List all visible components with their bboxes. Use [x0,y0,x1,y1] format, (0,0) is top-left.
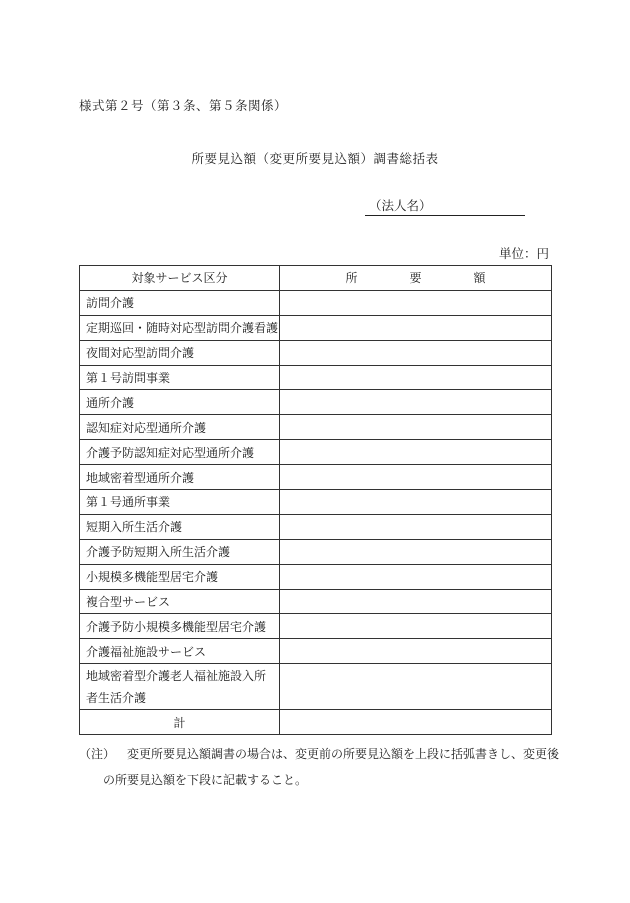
total-row [80,710,552,735]
footnote-line-1: 変更所要見込額調書の場合は、変更前の所要見込額を上段に括弧書きし、変更後 [127,747,560,761]
service-label: 複合型サービス [80,589,280,614]
amount-cell[interactable] [280,490,552,515]
table-header-row [80,266,552,291]
service-label: 地域密着型介護老人福祉施設入所者生活介護 [80,664,280,710]
table-row [80,639,552,664]
service-label: 夜間対応型訪問介護 [80,340,280,365]
amount-cell[interactable] [280,290,552,315]
service-label: 介護福祉施設サービス [80,639,280,664]
form-number: 様式第２号（第３条、第５条関係） [79,98,288,113]
service-label: 地域密着型通所介護 [80,465,280,490]
amount-cell[interactable] [280,365,552,390]
service-label: 第１号通所事業 [80,490,280,515]
total-label: 計 [80,710,280,735]
header-required-amount: 所 要 額 [280,266,552,291]
amount-cell[interactable] [280,415,552,440]
amount-cell[interactable] [280,390,552,415]
table-row [80,365,552,390]
table-row [80,290,552,315]
table-row [80,390,552,415]
service-label: 小規模多機能型居宅介護 [80,564,280,589]
service-label: 認知症対応型通所介護 [80,415,280,440]
amount-cell[interactable] [280,589,552,614]
table-row [80,514,552,539]
service-label: 訪問介護 [80,290,280,315]
total-amount-cell[interactable] [280,710,552,735]
amount-cell[interactable] [280,315,552,340]
table-row [80,465,552,490]
table-row [80,340,552,365]
footnote-line-2: の所要見込額を下段に記載すること。 [103,773,308,787]
unit-label: 単位：円 [498,246,549,261]
document-title: 所要見込額（変更所要見込額）調書総括表 [191,151,439,166]
table-row [80,440,552,465]
amount-cell[interactable] [280,564,552,589]
table-row [80,490,552,515]
table-row [80,664,552,710]
service-label: 通所介護 [80,390,280,415]
amount-cell[interactable] [280,664,552,710]
footnote-mark: （注） [79,747,116,761]
table-row [80,539,552,564]
amount-cell[interactable] [280,614,552,639]
amount-cell[interactable] [280,440,552,465]
service-label: 介護予防小規模多機能型居宅介護 [80,614,280,639]
table-row [80,315,552,340]
service-label: 定期巡回・随時対応型訪問介護看護 [80,315,280,340]
table-row [80,614,552,639]
table-row [80,564,552,589]
service-label: 介護予防短期入所生活介護 [80,539,280,564]
amount-cell[interactable] [280,514,552,539]
amount-cell[interactable] [280,340,552,365]
amount-cell[interactable] [280,639,552,664]
service-label: 第１号訪問事業 [80,365,280,390]
amount-cell[interactable] [280,539,552,564]
table-row [80,415,552,440]
amount-cell[interactable] [280,465,552,490]
service-label: 短期入所生活介護 [80,514,280,539]
service-label: 介護予防認知症対応型通所介護 [80,440,280,465]
table-row [80,589,552,614]
summary-table [79,265,552,735]
header-service-category: 対象サービス区分 [80,266,280,291]
corporation-name-field: （法人名） [365,196,525,216]
